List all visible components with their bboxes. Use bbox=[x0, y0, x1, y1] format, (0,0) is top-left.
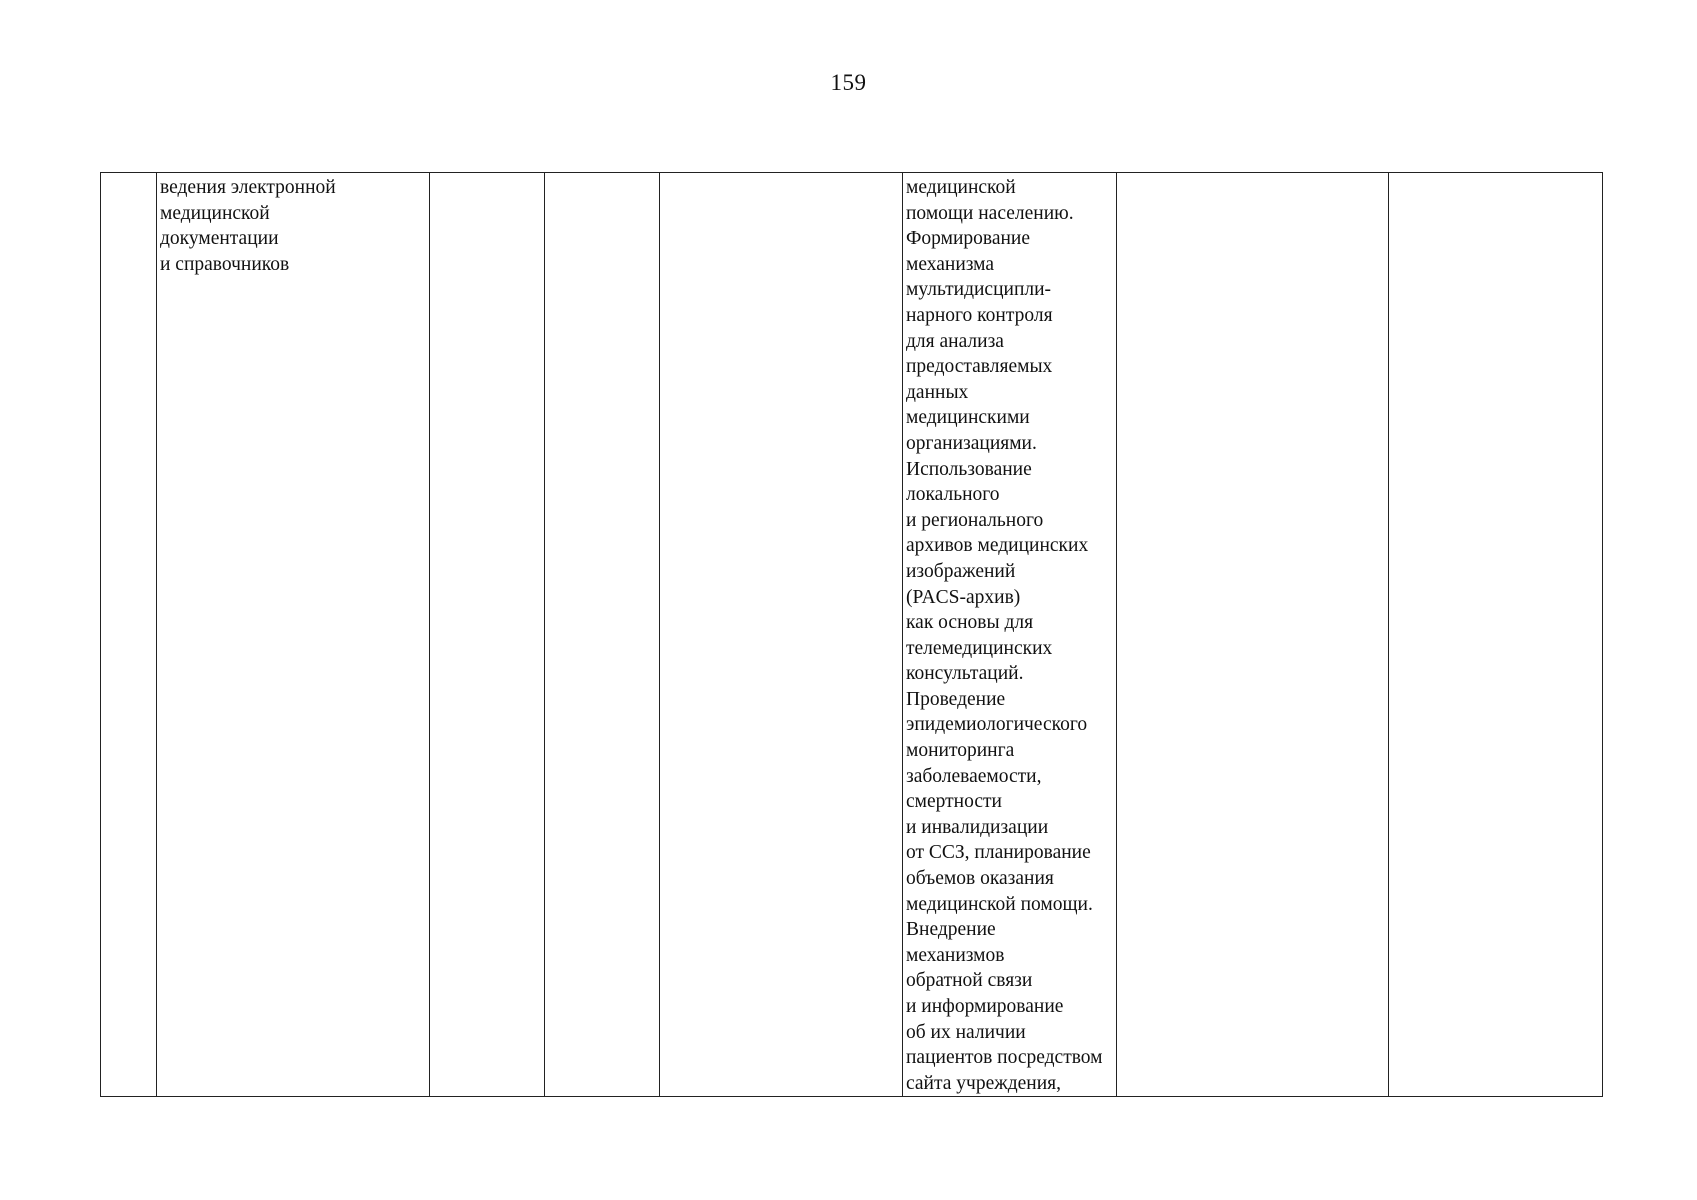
table-cell-result bbox=[1117, 173, 1389, 1097]
cell-text-line: и справочников bbox=[160, 253, 290, 275]
table-row bbox=[101, 173, 1603, 1097]
cell-text-line: консультаций. bbox=[906, 663, 1024, 685]
cell-text-line: ведения электронной bbox=[160, 177, 336, 198]
cell-text-line: Формирование bbox=[906, 228, 1031, 250]
cell-text-line: медицинской помощи. bbox=[906, 893, 1093, 915]
table-cell-indicator bbox=[1389, 173, 1603, 1097]
table-cell-activity bbox=[157, 173, 430, 1097]
cell-text-line: сайта учреждения, bbox=[906, 1072, 1062, 1094]
cell-text-line: медицинскими bbox=[906, 407, 1030, 429]
cell-text-line: телемедицинских bbox=[906, 637, 1053, 659]
cell-text-line: медицинской bbox=[160, 202, 270, 224]
cell-text-line: предоставляемых bbox=[906, 356, 1053, 378]
cell-text-line: смертности bbox=[906, 791, 1002, 813]
cell-text-line: помощи населению. bbox=[906, 202, 1074, 224]
table-cell-number bbox=[101, 173, 157, 1097]
cell-text-line: заболеваемости, bbox=[906, 765, 1042, 787]
table-cell-description bbox=[903, 173, 1117, 1097]
cell-text-line: и инвалидизации bbox=[906, 816, 1049, 838]
cell-text-line: нарного контроля bbox=[906, 304, 1053, 326]
cell-text-line: Внедрение bbox=[906, 919, 996, 941]
page-number: 159 bbox=[830, 70, 867, 95]
cell-text-line: архивов медицинских bbox=[906, 535, 1089, 557]
table-cell-end-date bbox=[545, 173, 660, 1097]
cell-text-line: обратной связи bbox=[906, 970, 1033, 992]
cell-text-line: и регионального bbox=[906, 509, 1044, 531]
table-cell-responsible bbox=[660, 173, 903, 1097]
cell-text-line: Использование bbox=[906, 458, 1032, 480]
cell-text-line: мониторинга bbox=[906, 740, 1015, 762]
cell-text-line: локального bbox=[906, 484, 1000, 506]
cell-text-line: мультидисципли- bbox=[906, 279, 1052, 301]
cell-text-line: механизмов bbox=[906, 944, 1005, 966]
continuation-table bbox=[100, 172, 1603, 1097]
cell-text-line: изображений bbox=[906, 560, 1016, 582]
cell-text-line: эпидемиологического bbox=[906, 714, 1088, 736]
cell-text-line: пациентов посредством bbox=[906, 1047, 1103, 1069]
cell-text-line: и информирование bbox=[906, 996, 1064, 1017]
cell-text-line: как основы для bbox=[906, 612, 1034, 634]
table-cell-start-date bbox=[430, 173, 545, 1097]
cell-text-line: медицинской bbox=[906, 177, 1016, 198]
cell-text-line: данных bbox=[906, 381, 969, 403]
cell-text-line: для анализа bbox=[906, 330, 1004, 352]
cell-text-line: механизма bbox=[906, 253, 995, 275]
cell-text-line: (PACS-архив) bbox=[906, 586, 1021, 608]
cell-text-line: Проведение bbox=[906, 688, 1006, 710]
cell-text-line: объемов оказания bbox=[906, 868, 1054, 890]
cell-text-line: об их наличии bbox=[906, 1021, 1026, 1043]
cell-text-line: документации bbox=[160, 228, 279, 250]
cell-text-line: от ССЗ, планирование bbox=[906, 842, 1091, 864]
cell-text-line: организациями. bbox=[906, 432, 1037, 454]
